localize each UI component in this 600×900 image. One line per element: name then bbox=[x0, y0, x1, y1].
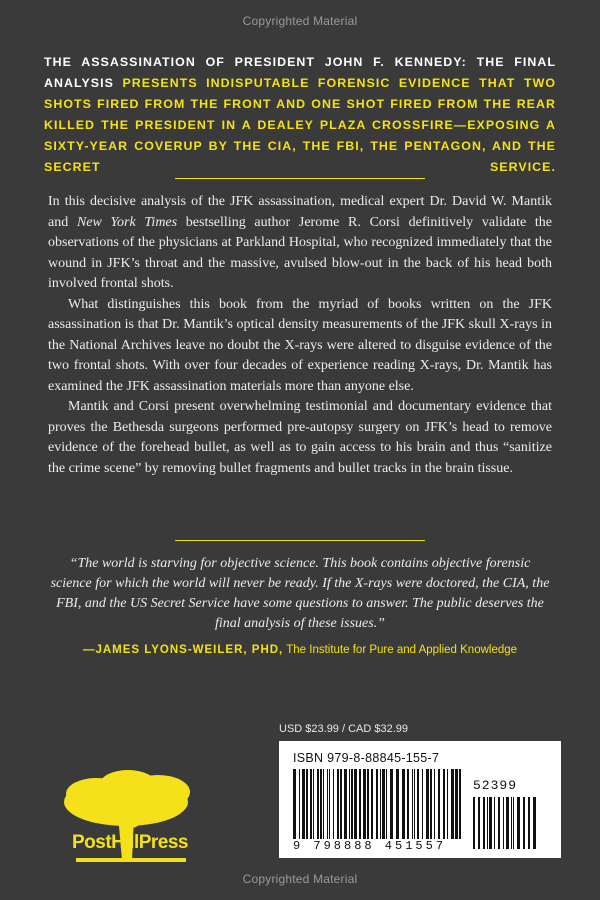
divider-bottom bbox=[175, 540, 425, 541]
headline bbox=[44, 52, 556, 178]
paragraph-3: Mantik and Corsi present overwhelming testimonial and documentary evidence that proves the Bethesda surgeons performed pre-autopsy surgery on JFK’s head to remove evidence of the forehead bullet, as well as to gain access to his brain and thus “sanitize the crime scene” by removing bullet fragments and bullet tracks in the brain tissue. bbox=[48, 399, 552, 476]
price-code: 52399 bbox=[473, 778, 518, 793]
blurb-author: —JAMES LYONS-WEILER, PHD, bbox=[82, 644, 284, 656]
barcode-addon bbox=[473, 797, 543, 849]
headline-title: THE ASSASSINATION OF PRESIDENT JOHN F. KENNEDY: THE FINAL ANALYSIS bbox=[44, 55, 556, 90]
barcode-box bbox=[279, 741, 561, 858]
isbn-label: ISBN 979-8-88845-155-7 bbox=[293, 751, 440, 765]
paragraph-1-text-a: In this decisive analysis of the JFK assassination, medical expert Dr. David W. Mantik and bbox=[48, 194, 552, 230]
description bbox=[48, 192, 552, 479]
headline-text: PRESENTS INDISPUTABLE FORENSIC EVIDENCE THAT TWO SHOTS FIRED FROM THE FRONT AND ONE SHOT FIRED FROM THE REAR KILLED THE PRESIDENT IN A DEALEY PLAZA CROSSFIRE—EXPOSING A SIXTY-YEAR COVERUP BY THE CIA, THE FBI, THE PENTAGON, AND THE SECRET SERVICE. bbox=[44, 76, 557, 174]
paragraph-2: What distinguishes this book from the myriad of books written on the JFK assassination is that Dr. Mantik’s optical density measurements of the JFK skull X-rays in the National Archives leave no doubt the X-rays were altered to disguise evidence of the two frontal shots. With over four decades of experience reading X-rays, Dr. Mantik has examined the JFK assassination materials more than anyone else. bbox=[48, 296, 552, 394]
price-label: USD $23.99 / CAD $32.99 bbox=[279, 723, 409, 735]
divider-top bbox=[175, 178, 425, 179]
paragraph-1-text-b: bestselling author Jerome R. Corsi definitively validate the observations of the physicians at Parkland Hospital, who recognized immediately that the wound in JFK’s throat and the massive, avulsed blow-out in the back of his head both involved frontal shots. bbox=[48, 214, 552, 291]
paragraph-1 bbox=[48, 192, 552, 295]
publisher-tree-logo bbox=[36, 760, 226, 880]
watermark-top: Copyrighted Material bbox=[242, 14, 358, 28]
barcode-main bbox=[293, 769, 463, 839]
blurb-organization: The Institute for Pure and Applied Knowledge bbox=[286, 644, 518, 656]
paragraph-1-italic: New York Times bbox=[76, 214, 178, 230]
barcode-digits: 9 798888 451557 bbox=[293, 839, 447, 853]
watermark-bottom: Copyrighted Material bbox=[242, 872, 358, 886]
publisher-name: PostHillPress bbox=[72, 832, 188, 853]
blurb-attribution bbox=[48, 644, 552, 656]
blurb-quote: “The world is starving for objective science. This book contains objective forensic science for which the world will never be ready. If the X-rays were doctored, the CIA, the FBI, and the US Secret Service have some questions to answer. The public deserves the final analysis of these issues.” bbox=[50, 556, 550, 631]
